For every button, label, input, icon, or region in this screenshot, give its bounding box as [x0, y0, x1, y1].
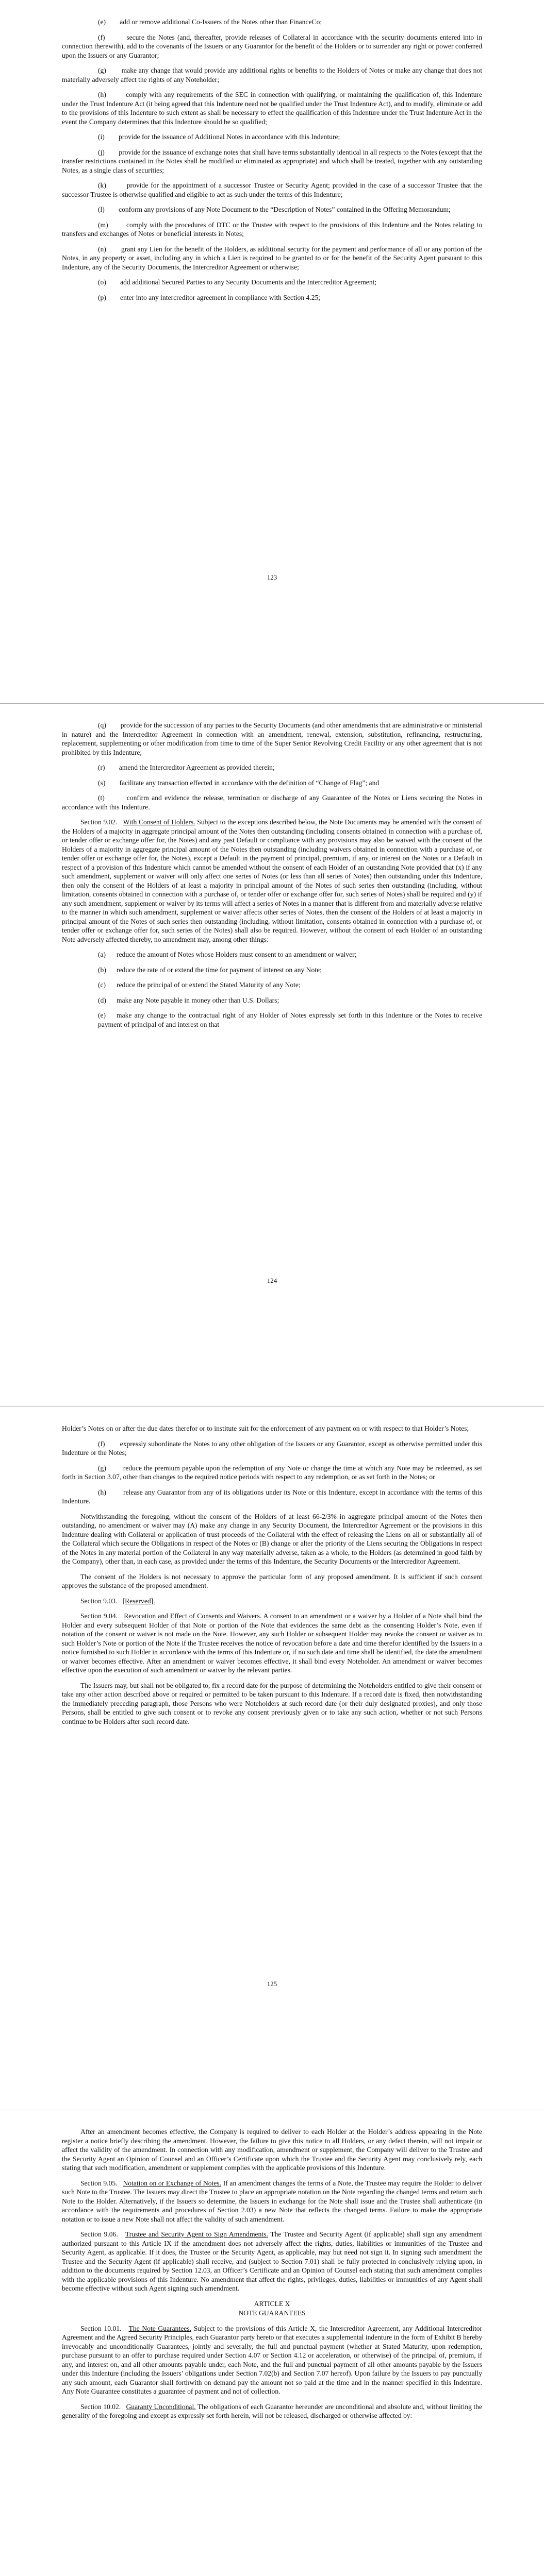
clause-text: secure the Notes (and, thereafter, provide releases of Collateral in accordance with the security documents entered into in connection therewith), add to the covenants of the Issuers or any Guarantor for the benefit of the Holders or to surrender any right or power conferred upon the Issuers or any Guarantor;: [62, 33, 482, 59]
subclause: [62, 245, 482, 272]
subclause: [62, 18, 482, 27]
section-number: Section 9.03.: [80, 1597, 118, 1605]
clause-label: (k): [98, 181, 106, 189]
article-heading: NOTE GUARANTEES: [238, 2309, 306, 2317]
section-number: Section 9.06.: [80, 2230, 118, 2238]
section-text: The obligations of each Guarantor hereunder are unconditional and absolute and, without limiting the generality of the foregoing and except as expressly set forth herein, will not be released, discharged or otherwise affected by:: [62, 2402, 482, 2419]
list-item: [62, 950, 482, 959]
clause-text: provide for the issuance of Additional Notes in accordance with this Indenture;: [119, 133, 340, 141]
subclause: [62, 278, 482, 287]
clause-text: grant any Lien for the benefit of the Holders, as additional security for the payment and performance of all or any portion of the Notes, in any property or asset, including any in which a Lien is required to be granted to or for the benefit of the Security Agent pursuant to this Indenture, any of the Security Documents, the Intercreditor Agreement or otherwise;: [62, 245, 483, 271]
list-item: [62, 980, 482, 990]
list-text: reduce the amount of Notes whose Holders must consent to an amendment or waiver;: [117, 951, 357, 958]
clause-label: (m): [98, 221, 108, 229]
subclause: [62, 66, 482, 84]
section-text: Notwithstanding the foregoing, without the consent of the Holders of at least 66-2/3% in aggregate principal amount of the Notes then outstanding, no amendment or waiver may (A) make any change in any Security Document, the Intercreditor Agreement or the provisions in this Indenture dealing with Collateral or application of trust proceeds of the Collateral with the effect of releasing the Liens on all or substantially all of the Collateral which secure the Obligations in respect of the Notes or (B) change or alter the priority of the Liens securing the Obligations in respect of the Notes in any material portion of the Collateral in any way materially adverse, taken as a whole, to the Holders (as determined in good faith by the Company), other than, in each case, as provided under the terms of this Indenture, the Security Documents or the Intercreditor Agreement.: [62, 1512, 482, 1565]
section-paragraph: [62, 2324, 482, 2396]
section-number: Section 9.02.: [80, 818, 118, 826]
section-number: Section 9.04.: [80, 1612, 118, 1620]
clause-text: conform any provisions of any Note Document to the “Description of Notes” contained in the Offering Memorandum;: [119, 206, 451, 213]
article-heading: ARTICLE X: [254, 2299, 290, 2308]
section-heading: With Consent of Holders.: [123, 818, 195, 826]
list-label: (c): [98, 981, 106, 989]
clause-label: (g): [98, 66, 106, 74]
section-text: The consent of the Holders is not necessary to approve the particular form of any proposed amendment. It is sufficient if such consent approves the substance of the proposed amendment.: [62, 1572, 482, 1589]
section-text: After an amendment becomes effective, the Company is required to deliver to each Holder at the Holder’s address appearing in the Note register a notice briefly describing the amendment. However, the failure to give this notice to all Holders, or any defect therein, will not impair or affect the validity of the amendment. In connection with any modification, amendment or supplement, the Company will deliver to the Trustee and the Security Agent an Opinion of Counsel and an Officer’s Certificate upon which the Trustee and the Security Agent may conclusively rely, each stating that such modification, amendment or supplement complies with the applicable provisions of this Indenture.: [62, 2128, 482, 2172]
clause-text: provide for the issuance of exchange notes that shall have terms substantially identical in all respects to the Notes (except that the transfer restrictions contained in the Notes shall be modified or eliminated as appropriate) and which shall be treated, together with any outstanding Notes, as a single class of securities;: [62, 148, 482, 174]
list-item: [62, 996, 482, 1005]
subclause: [62, 793, 482, 811]
section-paragraph: [62, 2179, 482, 2224]
section-heading: Notation on or Exchange of Notes.: [123, 2179, 222, 2187]
paragraph: [62, 2127, 482, 2173]
section-text: The Trustee and Security Agent (if applicable) shall sign any amendment authorized pursuant to this Article IX if the amendment does not adversely affect the rights, duties, liabilities or immunities of the Trustee and Security Agent, as applicable. If it does, the Trustee or the Security Agent, as applicable, may but need not sign it. In signing such amendment the Trustee and the Security Agent (if applicable) shall receive, and (subject to Section 7.01) shall be fully protected in conclusively relying upon, in addition to the documents required by Section 12.03, an Officer’s Certificate and an Opinion of Counsel each stating that such amendment complies with the applicable provisions of this Indenture. No amendment that affect the rights, privileges, duties, liabilities or immunities of any Agent shall become effective without such Agent signing such amendment.: [62, 2230, 482, 2292]
section-text: The Issuers may, but shall not be obligated to, fix a record date for the purpose of determining the Noteholders entitled to give their consent or take any other action described above or required or permitted to be taken pursuant to this Indenture. If a record date is fixed, then notwithstanding the immediately preceding paragraph, those Persons who were Noteholders at such record date (or their duly designated proxies), and only those Persons, shall be entitled to give such consent or to revoke any consent previously given or to take any such action, whether or not such Persons continue to be Holders after such record date.: [62, 1681, 482, 1725]
subclause: [62, 1439, 482, 1458]
clause-label: (i): [98, 133, 105, 141]
section-heading: [Reserved].: [122, 1597, 155, 1605]
clause-label: (l): [98, 206, 105, 213]
clause-text: make any change that would provide any additional rights or benefits to the Holders of Notes or make any change that does not materially adversely affect the rights of any Noteholder;: [62, 66, 482, 83]
paragraph: [62, 1681, 482, 1726]
list-label: (d): [98, 996, 106, 1004]
list-label: (a): [98, 951, 106, 958]
page-number: 125: [267, 1980, 277, 1988]
document-page: [0, 2110, 544, 2576]
list-text: make any Note payable in money other than U.S. Dollars;: [117, 996, 279, 1004]
section-heading: Revocation and Effect of Consents and Waivers.: [124, 1612, 262, 1620]
clause-text: comply with the procedures of DTC or the Trustee with respect to the provisions of this Indenture and the Notes relating to transfers and exchanges of Notes or beneficial interests in Notes;: [62, 221, 482, 238]
page-number: 124: [267, 1277, 277, 1284]
clause-label: (e): [98, 18, 106, 26]
clause-label: (p): [98, 293, 106, 301]
subclause: [62, 1488, 482, 1506]
clause-label: (t): [98, 794, 105, 802]
section-text: Subject to the exceptions described below, the Note Documents may be amended with the consent of the Holders of a majority in aggregate principal amount of the Notes then outstanding (including consents obtained in connection with a purchase of, or tender offer or exchange offer for, the Notes) and any past Default or compliance with any provisions may also be waived with the consent of the Holders of a majority in aggregate principal amount of the Notes then outstanding (including waivers obtained in connection with a purchase of, or tender offer or exchange offer for, the Notes), except a Default in the payment of principal, premium, if any, or interest on the Notes or a Default in respect of a provision of this Indenture which cannot be amended without the consent of each Holder of an outstanding Note provided that (x) if any such amendment, supplement or waiver will only affect one series of Notes (or less than all series of Notes) then outstanding under this Indenture, then only the consent of the Holders of at least a majority in principal amount of the Notes of such series then outstanding (including, without limitation, consents obtained in connection with a purchase of, or tender offer or exchange offer for, such series of Notes) shall be required and (y) if any such amendment, supplement or waiver by its terms will affect a series of Notes in a manner that is different from and materially adverse relative to the manner in which such amendment, supplement or waiver affects other series of Notes, then the consent of the Holders of at least a majority in principal amount of the Notes of such series then outstanding (including, without limitation, consents obtained in connection with a purchase of, or tender offer or exchange offer for, such series of the Notes) shall also be required. However, without the consent of each Holder of an outstanding Note adversely affected thereby, no amendment may, among other things:: [62, 818, 482, 943]
section-paragraph: [62, 2402, 482, 2420]
subclause: [62, 90, 482, 126]
section-paragraph: [62, 1597, 482, 1606]
clause-label: (o): [98, 278, 106, 286]
clause-label: (f): [98, 33, 105, 41]
paragraph: [62, 1572, 482, 1590]
subclause: [62, 148, 482, 175]
clause-text: comply with any requirements of the SEC in connection with qualifying, or maintaining the qualification of, this Indenture under the Trust Indenture Act (it being agreed that this Indenture need not be qualified under the Trust Indenture Act), and to modify, eliminate or add to the provisions of this Indenture to such extent as shall be necessary to effect the qualification of this Indenture under the Trust Indenture Act in the event the Company determines that this Indenture should be so qualified;: [62, 91, 482, 126]
clause-text: facilitate any transaction effected in accordance with the definition of “Change of Flag”; and: [119, 778, 380, 787]
document-page: [0, 0, 544, 703]
clause-label: (j): [98, 148, 105, 156]
section-text: Subject to the provisions of this Article X, the Intercreditor Agreement, any Additional Intercreditor Agreement and the Agreed Security Principles, each Guarantor party hereto or that executes a supplemental indenture in the form of Exhibit B hereby irrevocably and unconditionally Guarantees, jointly and severally, the full and punctual payment (whether at Stated Maturity, upon redemption, purchase pursuant to an offer to purchase required under Section 4.07 or Section 4.12 or acceleration, or otherwise) of the principal of, premium, if any, and interest on, and all other amounts payable under, each Note, and the full and punctual payment of all other amounts payable by the Issuers under this Indenture (including the Issuers’ obligations under Section 7.02(b) and Section 7.07 hereof). Upon failure by the Issuers to pay punctually any such amount, each Guarantor shall forthwith on demand pay the amount not so paid at the time and in the manner specified in this Indenture. Any Note Guarantee constitutes a guarantee of payment and not of collection.: [62, 2324, 482, 2395]
clause-label: (g): [98, 1464, 106, 1472]
section-number: Section 9.05.: [80, 2179, 118, 2187]
page-number: 123: [267, 573, 277, 581]
clause-label: (q): [98, 721, 106, 729]
clause-text: release any Guarantor from any of its obligations under its Note or this Indenture, except in accordance with the terms of this Indenture.: [62, 1488, 483, 1505]
clause-label: (h): [98, 1488, 106, 1496]
subclause: [62, 33, 482, 60]
clause-text: add additional Secured Parties to any Security Documents and the Intercreditor Agreement;: [120, 278, 377, 286]
list-text: reduce the rate of or extend the time for payment of interest on any Note;: [117, 965, 322, 974]
list-label: (b): [98, 965, 106, 974]
section-number: Section 10.02.: [80, 2402, 121, 2411]
subclause: [62, 205, 482, 214]
section-number: Section 10.01.: [80, 2324, 122, 2332]
clause-text: provide for the appointment of a successor Trustee or Security Agent; provided in the case of a successor Trustee that the successor Trustee is otherwise qualified and eligible to act as such under the terms of this Indenture;: [62, 181, 483, 198]
page-divider: [0, 1406, 544, 1407]
clause-text: provide for the succession of any parties to the Security Documents (and other amendments that are administrative or ministerial in nature) and the Intercreditor Agreement in connection with an amendment, renewal, extension, substitution, refinancing, restructuring, replacement, supplementing or other modification from time to time of the Super Senior Revolving Credit Facility or any other agreement that is not prohibited by this Indenture;: [62, 721, 482, 756]
subclause: [62, 721, 482, 757]
section-heading: The Note Guarantees.: [128, 2324, 192, 2332]
section-paragraph: [62, 2230, 482, 2293]
subclause: [62, 181, 482, 199]
list-item: [62, 1011, 482, 1029]
document-page: [0, 703, 544, 1406]
clause-text: add or remove additional Co-Issuers of the Notes other than FinanceCo;: [120, 18, 322, 26]
section-paragraph: [62, 818, 482, 944]
paragraph: [62, 1512, 482, 1566]
section-text: A consent to an amendment or a waiver by a Holder of a Note shall bind the Holder and every subsequent Holder of that Note or portion of the Note that evidences the same debt as the consenting Holder’s Note, even if notation of the consent or waiver is not made on the Note. However, any such Holder or subsequent Holder may revoke the consent or waiver as to such Holder’s Note or portion of the Note if the Trustee receives the notice of revocation before a date and time therefor identified by the Issuers in a notice furnished to such Holder in accordance with the terms of this Indenture or, if no such date and time shall be identified, the date the amendment or waiver becomes effective. After an amendment or waiver becomes effective, it shall bind every Noteholder. An amendment or waiver becomes effective upon the execution of such amendment or waiver by the relevant parties.: [62, 1612, 482, 1674]
subclause: [62, 132, 482, 142]
subclause: [62, 763, 482, 772]
subclause: [62, 293, 482, 302]
document-page: [0, 1406, 544, 2110]
clause-label: (s): [98, 778, 106, 787]
section-heading: Trustee and Security Agent to Sign Amendments.: [125, 2230, 268, 2238]
clause-text: enter into any intercreditor agreement in compliance with Section 4.25;: [120, 293, 321, 301]
subclause: [62, 778, 482, 788]
subclause: [62, 221, 482, 239]
section-text: If an amendment changes the terms of a Note, the Trustee may require the Holder to deliver such Note to the Trustee. The Issuers may direct the Trustee to place an appropriate notation on the Note regarding the changed terms and return such Note to the Holder. Alternatively, if the Issuers so determine, the Issuers in exchange for the Note shall issue and the Trustee shall authenticate (in accordance with the requirements and procedures of Section 2.03) a new Note that reflects the changed terms. Failure to make the appropriate notation or to issue a new Note shall not affect the validity of such amendment.: [62, 2179, 482, 2223]
list-text: reduce the principal of or extend the Stated Maturity of any Note;: [117, 981, 301, 989]
clause-label: (r): [98, 764, 105, 771]
list-item: [62, 965, 482, 975]
clause-text: confirm and evidence the release, termination or discharge of any Guarantee of the Notes or Liens securing the Notes in accordance with this Indenture.: [62, 794, 483, 811]
clause-text: reduce the premium payable upon the redemption of any Note or change the time at which any Note may be redeemed, as set forth in Section 3.07, other than changes to the required notice periods with respect to any redemption, or as set forth in the Notes; or: [62, 1464, 482, 1481]
subclause: [62, 1464, 482, 1482]
clause-label: (f): [98, 1439, 105, 1448]
section-paragraph: [62, 1612, 482, 1675]
clause-label: (h): [98, 91, 106, 98]
clause-label: (n): [98, 245, 106, 253]
list-label: (e): [98, 1011, 106, 1019]
section-heading: Guaranty Unconditional.: [126, 2402, 196, 2411]
paragraph: Holder’s Notes on or after the due dates therefor or to institute suit for the enforcement of any payment on or with respect to that Holder’s Notes;: [62, 1425, 469, 1432]
clause-text: amend the Intercreditor Agreement as provided therein;: [119, 764, 275, 771]
clause-text: expressly subordinate the Notes to any other obligation of the Issuers or any Guarantor, except as otherwise permitted under this Indenture or the Notes;: [62, 1439, 482, 1456]
page-divider: [0, 703, 544, 704]
list-text: make any change to the contractual right of any Holder of Notes expressly set forth in this Indenture or the Notes to receive payment of principal of and interest on that: [98, 1011, 482, 1028]
